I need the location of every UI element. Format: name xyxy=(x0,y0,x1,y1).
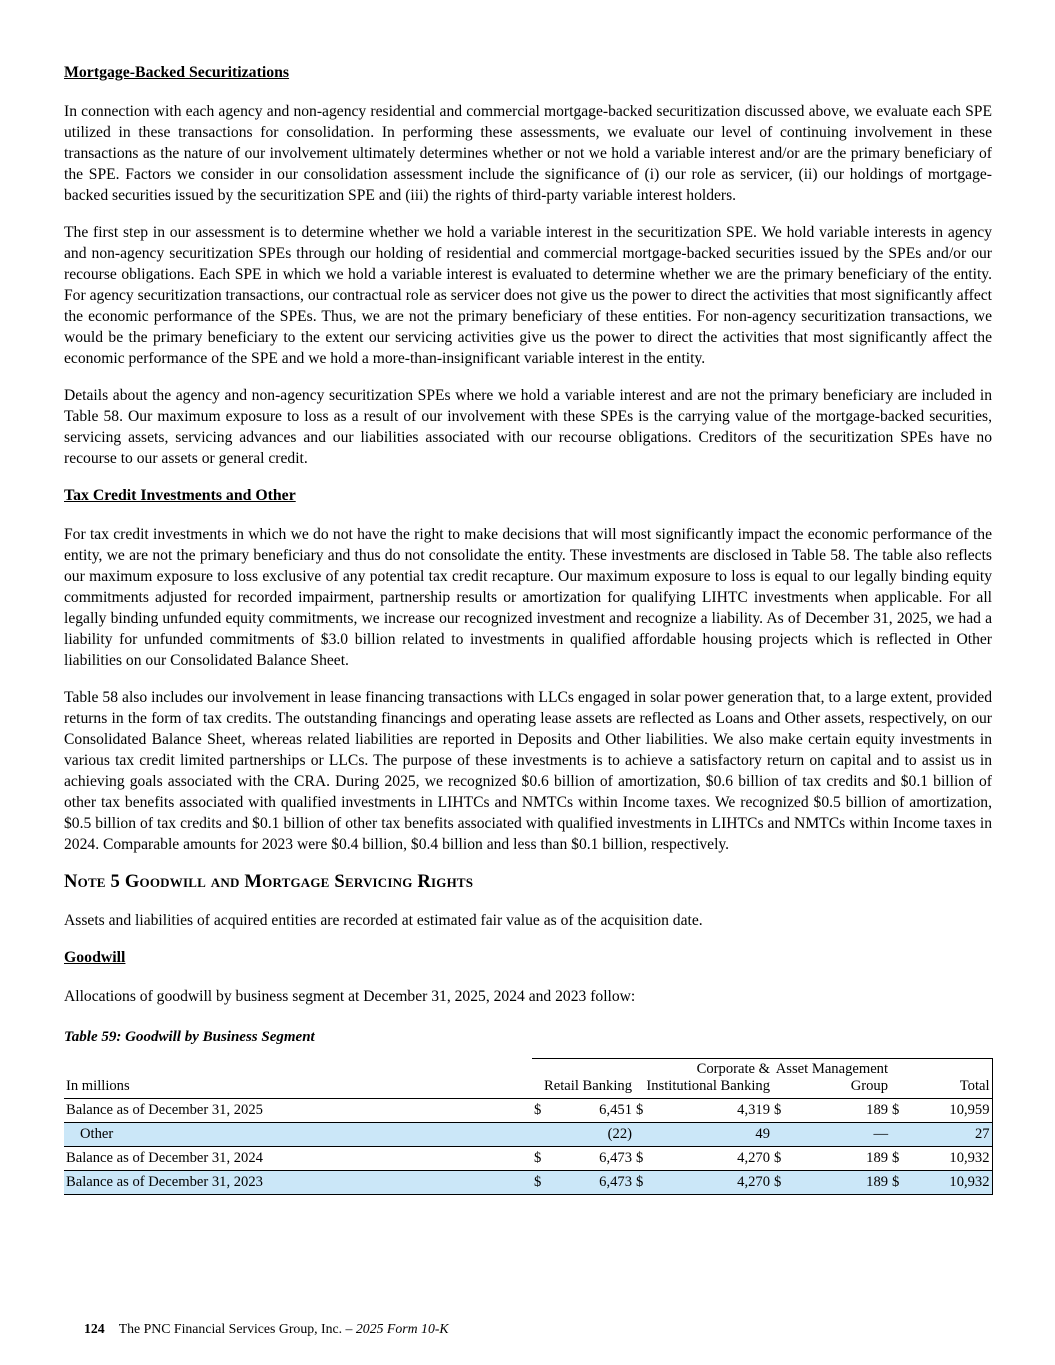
paragraph-mbs-3: Details about the agency and non-agency securitization SPEs where we hold a variable interest and are not the primary beneficiary are included in Table 58. Our maximum exposure to loss as a result of our involvement with these SPEs is the carrying value of the mortgage-backed securities, servicing assets, servicing advances and our liabilities associated with our recourse obligations. Creditors of the securitization SPEs have no recourse to our assets or general credit. xyxy=(64,387,992,467)
paragraph-mbs-2: The first step in our assessment is to determine whether we hold a variable interest in the securitization SPE. We hold variable interests in agency and non-agency securitization SPEs through our holding of residential and commercial mortgage-backed securities issued by the SPEs and/or our recourse obligations. Each SPE in which we hold a variable interest is evaluated to determine whether we are the primary beneficiary of the entity. For agency securitization transactions, our contractual role as servicer does not give us the power to direct the activities that most significantly affect the economic performance of the SPEs. Thus, we are not the primary beneficiary of these entities. For non-agency securitization transactions, we would be the primary beneficiary to the extent our servicing activities give us the power to direct the activities that most significantly affect the economic performance of the SPE and we hold a more-than-insignificant variable interest in the entity. xyxy=(64,224,992,367)
row-label: Balance as of December 31, 2025 xyxy=(64,1099,532,1123)
note5-heading: Note 5 Goodwill and Mortgage Servicing Rights xyxy=(64,871,474,892)
paragraph-note5-1: Assets and liabilities of acquired entities are recorded at estimated fair value as of the acquisition date. xyxy=(64,912,703,929)
table-col-header-retail-banking: Retail Banking xyxy=(532,1059,634,1099)
dollar-sign: $ xyxy=(772,1099,790,1123)
value-corporate-institutional: 49 xyxy=(652,1123,772,1147)
paragraph-goodwill-1: Allocations of goodwill by business segment at December 31, 2025, 2024 and 2023 follow: xyxy=(64,988,636,1005)
table-header-row xyxy=(64,1059,992,1099)
footer-company-text: The PNC Financial Services Group, Inc. – xyxy=(118,1321,356,1336)
dollar-sign: $ xyxy=(532,1099,550,1123)
page-number: 124 xyxy=(84,1321,105,1336)
value-corporate-institutional: 4,270 xyxy=(652,1147,772,1171)
value-asset-management: 189 xyxy=(790,1147,890,1171)
value-retail-banking: 6,473 xyxy=(550,1171,634,1195)
row-label: Balance as of December 31, 2024 xyxy=(64,1147,532,1171)
table-col-header-asset-management-group: Asset Management Group xyxy=(772,1059,890,1099)
table-row-balance-2024 xyxy=(64,1147,992,1171)
dollar-sign: $ xyxy=(772,1171,790,1195)
table-col-header-total: Total xyxy=(890,1059,992,1099)
dollar-sign: $ xyxy=(532,1171,550,1195)
value-total: 27 xyxy=(908,1123,992,1147)
value-corporate-institutional: 4,319 xyxy=(652,1099,772,1123)
value-corporate-institutional: 4,270 xyxy=(652,1171,772,1195)
dollar-sign: $ xyxy=(634,1099,652,1123)
value-asset-management: — xyxy=(790,1123,890,1147)
table-col-header-in-millions: In millions xyxy=(64,1059,532,1099)
dollar-sign: $ xyxy=(890,1147,908,1171)
dollar-sign xyxy=(772,1123,790,1147)
dollar-sign: $ xyxy=(634,1171,652,1195)
table-row-other xyxy=(64,1123,992,1147)
section-heading-tax-credit-investments: Tax Credit Investments and Other xyxy=(64,487,296,504)
section-heading-mortgage-backed-securitizations: Mortgage-Backed Securitizations xyxy=(64,64,290,81)
dollar-sign: $ xyxy=(634,1147,652,1171)
dollar-sign xyxy=(890,1123,908,1147)
value-asset-management: 189 xyxy=(790,1171,890,1195)
value-total: 10,959 xyxy=(908,1099,992,1123)
table-row-balance-2023 xyxy=(64,1171,992,1195)
page-footer xyxy=(84,1318,449,1339)
table-title: Table 59: Goodwill by Business Segment xyxy=(64,1029,315,1045)
dollar-sign: $ xyxy=(890,1099,908,1123)
dollar-sign: $ xyxy=(772,1147,790,1171)
value-total: 10,932 xyxy=(908,1147,992,1171)
paragraph-tax-2: Table 58 also includes our involvement in lease financing transactions with LLCs engaged in solar power generation that, to a large extent, provided returns in the form of tax credits. The outstanding financings and operating lease assets are reflected as Loans and Other assets, respectively, on our Consolidated Balance Sheet, whereas related liabilities are reported in Deposits and Other liabilities. We also make certain equity investments in various tax credit limited partnerships or LLCs. The purpose of these investments is to achieve a satisfactory return on capital and to assist us in achieving goals associated with the CRA. During 2025, we recognized $0.6 billion of amortization, $0.6 billion of tax credits and $0.1 billion of other tax benefits associated with qualified investments in LIHTCs and NMTCs within Income taxes. We recognized $0.5 billion of amortization, $0.5 billion of tax credits and $0.1 billion of other tax benefits associated with qualified investments in LIHTCs and NMTCs within Income taxes in 2024. Comparable amounts for 2023 were $0.4 billion, $0.4 billion and less than $0.1 billion, respectively. xyxy=(64,689,992,853)
dollar-sign xyxy=(532,1123,550,1147)
dollar-sign: $ xyxy=(890,1171,908,1195)
paragraph-mbs-1: In connection with each agency and non-agency residential and commercial mortgage-backed securitization discussed above, we evaluate each SPE utilized in these transactions for consolidation. In performing these assessments, we evaluate our level of continuing involvement in these transactions as the nature of our involvement ultimately determines whether or not we hold a variable interest and/or are the primary beneficiary of the SPE. Factors we consider in our consolidation assessment include the significance of (i) our role as servicer, (ii) our holdings of mortgage-backed securities issued by the securitization SPE and (iii) the rights of third-party variable interest holders. xyxy=(64,103,992,204)
paragraph-tax-1: For tax credit investments in which we do not have the right to make decisions that will most significantly impact the economic performance of the entity, we are not the primary beneficiary and thus do not consolidate the entity. These investments are disclosed in Table 58. The table also reflects our maximum exposure to loss exclusive of any potential tax credit recapture. Our maximum exposure to loss is equal to our legally binding equity commitments adjusted for recorded impairment, partnership results or amortization for qualifying LIHTC investments when applicable. For all legally binding unfunded equity commitments, we increase our recognized investment and recognize a liability. As of December 31, 2025, we had a liability for unfunded commitments of $3.0 billion related to investments in qualified affordable housing projects which is reflected in Other liabilities on our Consolidated Balance Sheet. xyxy=(64,526,992,669)
row-label: Other xyxy=(64,1123,532,1147)
value-retail-banking: (22) xyxy=(550,1123,634,1147)
goodwill-by-segment-table xyxy=(64,1058,993,1195)
dollar-sign xyxy=(634,1123,652,1147)
row-label: Balance as of December 31, 2023 xyxy=(64,1171,532,1195)
value-retail-banking: 6,473 xyxy=(550,1147,634,1171)
section-heading-goodwill: Goodwill xyxy=(64,949,126,966)
footer-form-label: 2025 Form 10-K xyxy=(355,1321,449,1336)
table-col-header-corporate-institutional-banking: Corporate & Institutional Banking xyxy=(634,1059,772,1099)
value-asset-management: 189 xyxy=(790,1099,890,1123)
value-retail-banking: 6,451 xyxy=(550,1099,634,1123)
dollar-sign: $ xyxy=(532,1147,550,1171)
value-total: 10,932 xyxy=(908,1171,992,1195)
table-row-balance-2025 xyxy=(64,1099,992,1123)
